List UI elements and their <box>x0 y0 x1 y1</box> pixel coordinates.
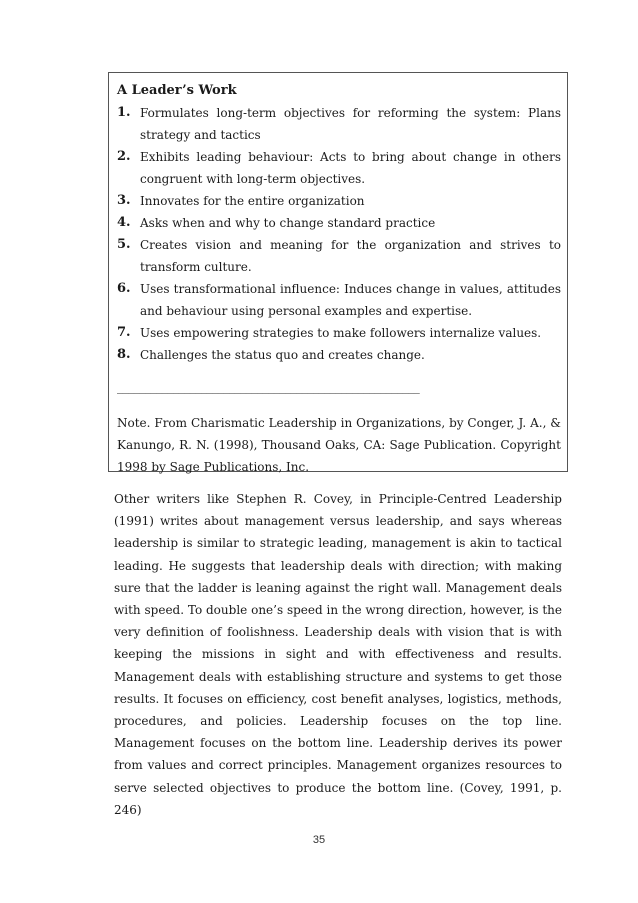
item-number: 2. <box>117 149 131 164</box>
item-text: Exhibits leading behaviour: Acts to bring about change in others congruent with long-term objectives. <box>140 150 561 186</box>
item-text: Uses transformational influence: Induces change in values, attitudes and behaviour using personal examples and expertise. <box>140 282 561 318</box>
item-text: Challenges the status quo and creates change. <box>140 348 425 362</box>
item-number: 3. <box>117 193 131 208</box>
box-title: A Leader’s Work <box>117 83 237 98</box>
item-number: 5. <box>117 237 131 252</box>
page-number: 35 <box>312 834 326 846</box>
list-item <box>117 278 561 322</box>
list-item <box>117 102 561 146</box>
list-item <box>117 322 561 344</box>
item-text: Innovates for the entire organization <box>140 194 365 208</box>
body-paragraph: Other writers like Stephen R. Covey, in Principle-Centred Leadership (1991) writes about management versus leadership, and says whereas leadership is similar to strategic leading, management is akin to tactical leading. He suggests that leadership deals with direction; with making sure that the ladder is leaning against the right wall. Management deals with speed. To double one’s speed in the wrong direction, however, is the very definition of foolishness. Leadership deals with vision that is with keeping the missions in sight and with effectiveness and results. Management deals with establishing structure and systems to get those results. It focuses on efficiency, cost benefit analyses, logistics, methods, procedures, and policies. Leadership focuses on the top line. Management focuses on the bottom line. Leadership derives its power from values and correct principles. Management organizes resources to serve selected objectives to produce the bottom line. (Covey, 1991, p. 246) <box>114 492 562 817</box>
list-item <box>117 344 561 366</box>
list-item <box>117 212 561 234</box>
item-number: 4. <box>117 215 131 230</box>
source-note: Note. From Charismatic Leadership in Organizations, by Conger, J. A., & Kanungo, R. N. (1998), Thousand Oaks, CA: Sage Publication. Copyright 1998 by Sage Publications, Inc. <box>117 416 561 474</box>
item-text: Uses empowering strategies to make followers internalize values. <box>140 326 542 340</box>
item-number: 1. <box>117 105 131 120</box>
leaders-work-box <box>108 72 568 472</box>
item-text: Creates vision and meaning for the organization and strives to transform culture. <box>140 238 561 274</box>
item-number: 6. <box>117 281 131 296</box>
item-text: Formulates long-term objectives for reforming the system: Plans strategy and tactics <box>140 106 561 142</box>
list-item <box>117 146 561 190</box>
item-number: 8. <box>117 347 131 362</box>
list-item <box>117 234 561 278</box>
item-number: 7. <box>117 325 131 340</box>
item-text: Asks when and why to change standard practice <box>140 216 436 230</box>
separator-rule: ______________________________________________________ <box>117 380 420 394</box>
list-item <box>117 190 561 212</box>
